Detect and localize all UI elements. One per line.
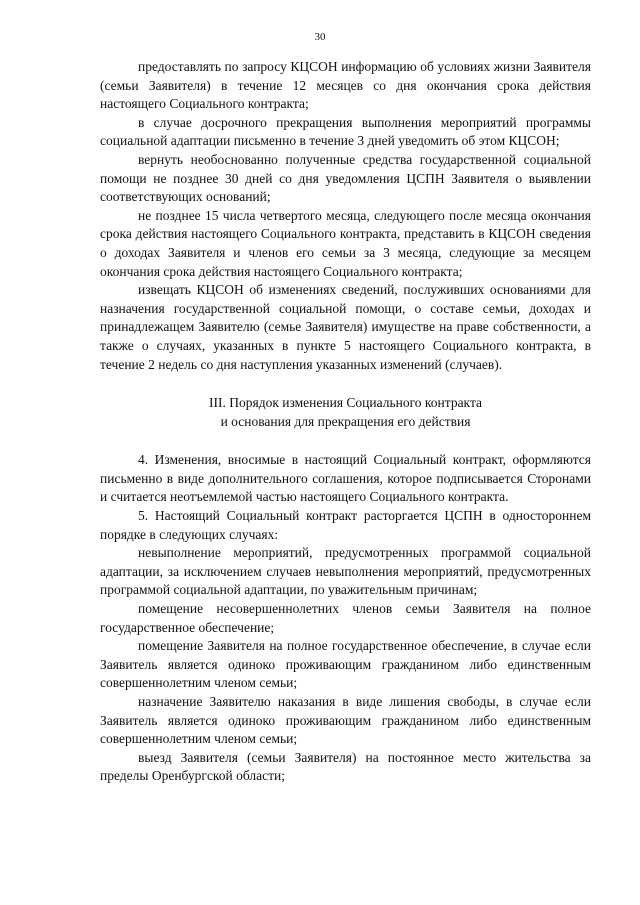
paragraph-return-funds: вернуть необоснованно полученные средства государственной социальной помощи не позднее 30 дней со дня уведомления ЦСПН Заявителя о выявлении соответствующих оснований;: [100, 151, 591, 205]
paragraph-provide-info: предоставлять по запросу КЦСОН информацию об условиях жизни Заявителя (семьи Заявителя) в течение 12 месяцев со дня окончания срока действия настоящего Социального контракта;: [100, 59, 591, 112]
termination-case-minors-state-care: помещение несовершеннолетних членов семьи Заявителя на полное государственное обеспечение;: [100, 601, 591, 635]
clause-4: 4. Изменения, вносимые в настоящий Социальный контракт, оформляются письменно в виде дополнительного соглашения, которое подписывается Сторонами и считается неотъемлемой частью настоящего Социального контракта.: [100, 452, 591, 505]
termination-case-imprisonment: назначение Заявителю наказания в виде лишения свободы, в случае если Заявитель является одиноко проживающим гражданином либо единственным совершеннолетним членом семьи;: [100, 694, 591, 747]
section-heading-line-1: III. Порядок изменения Социального контракта: [209, 395, 482, 411]
paragraph-income-report: не позднее 15 числа четвертого месяца, следующего после месяца окончания срока действия настоящего Социального контракта, представить в КЦСОН сведения о доходах Заявителя и членов его семьи за 3 месяца, следующие за месяцем окончания срока действия настоящего Социального контракта;: [100, 207, 591, 279]
termination-case-nonfulfillment: невыполнение мероприятий, предусмотренных программой социальной адаптации, за исключением случаев невыполнения мероприятий, предусмотренных программой социальной адаптации, по уважительным причинам;: [100, 545, 591, 598]
section-heading: [100, 394, 591, 431]
clause-5: 5. Настоящий Социальный контракт расторгается ЦСПН в одностороннем порядке в следующих случаях:: [100, 508, 591, 542]
termination-case-relocation: выезд Заявителя (семьи Заявителя) на постоянное место жительства за пределы Оренбургской области;: [100, 749, 591, 784]
document-body: [100, 58, 591, 786]
page-number: 30: [314, 31, 326, 43]
paragraph-notify-changes: извещать КЦСОН об изменениях сведений, послуживших основаниями для назначения государственной социальной помощи, о составе семьи, доходах и принадлежащем Заявителю (семье Заявителя) имуществе на праве собственности, а также о случаях, указанных в пункте 5 настоящего Социального контракта, в течение 2 недель со дня наступления указанных изменений (случаев).: [100, 282, 591, 372]
paragraph-early-termination-notice: в случае досрочного прекращения выполнения мероприятий программы социальной адаптации письменно в течение 3 дней уведомить об этом КЦСОН;: [100, 114, 591, 149]
termination-case-applicant-state-care: помещение Заявителя на полное государственное обеспечение, в случае если Заявитель является одиноко проживающим гражданином либо единственным совершеннолетним членом семьи;: [100, 638, 591, 691]
section-heading-line-2: и основания для прекращения его действия: [220, 413, 471, 429]
